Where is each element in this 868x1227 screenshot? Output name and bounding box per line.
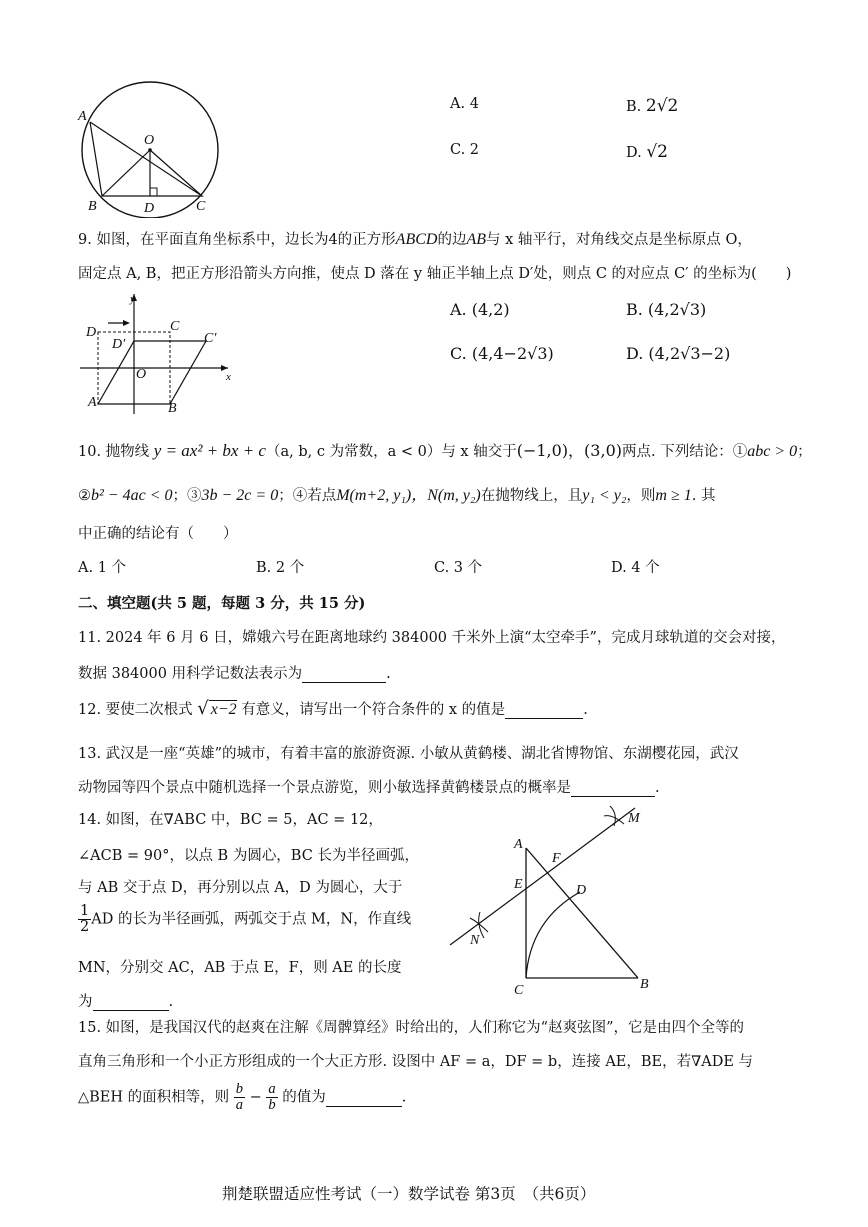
q9-label-c: C — [170, 319, 180, 334]
q14-label-d: D — [576, 883, 587, 898]
page-footer: 荆楚联盟适应性考试（一）数学试卷 第3页 （共6页） — [222, 1185, 596, 1203]
q10-option-d[interactable]: D. 4 个 — [611, 560, 660, 576]
q15-answer-blank[interactable] — [326, 1090, 402, 1107]
q13-answer-blank[interactable] — [571, 780, 655, 797]
q9-option-c[interactable]: C. (4,4−2√3) — [450, 344, 554, 363]
q8-option-d[interactable]: D. √2 — [626, 142, 668, 162]
q13-line-2: 动物园等四个景点中随机选择一个景点游览，则小敏选择黄鹤楼景点的概率是 . — [78, 780, 660, 796]
q9-label-o: O — [136, 367, 147, 382]
q9-line-2: 固定点 A, B，把正方形沿箭头方向推，使点 D 落在 y 轴正半轴上点 D′处，则点 C 的对应点 C′ 的坐标为( ) — [78, 266, 792, 282]
q8-circle-figure — [74, 78, 226, 218]
q9-label-d-prime: D′ — [112, 337, 126, 352]
q14-label-f: F — [552, 851, 561, 866]
q9-option-b[interactable]: B. (4,2√3) — [626, 300, 707, 319]
q10-line-2: ②b² − 4ac < 0；③3b − 2c = 0；④若点M(m+2, y₁)，N(m, y₂)在抛物线上，且y₁ < y₂，则m ≥ 1. 其 — [78, 487, 716, 504]
q10-option-a[interactable]: A. 1 个 — [78, 560, 127, 576]
q9-axis-x: x — [226, 371, 231, 383]
q15-line-3: △BEH 的面积相等，则 $\frac{b}{a}$ − $\frac{a}{b}$ 的值为 . — [78, 1081, 407, 1114]
q9-option-a[interactable]: A. (4,2) — [450, 300, 510, 319]
q14-line-4: $\frac{1}{2}$ AD 的长为半径画弧，两弧交于点 M，N，作直线 — [80, 903, 412, 936]
q14-line-3: 与 AB 交于点 D，再分别以点 A，D 为圆心，大于 — [78, 880, 403, 896]
q9-label-d: D — [86, 325, 97, 340]
q14-label-m: M — [628, 811, 640, 826]
q8-option-b[interactable]: B. 2√2 — [626, 96, 679, 116]
q14-label-e: E — [514, 877, 523, 892]
q14-label-c: C — [514, 983, 524, 998]
q13-line-1: 13. 武汉是一座“英雄”的城市，有着丰富的旅游资源. 小敏从黄鹤楼、湖北省博物馆、东湖樱花园，武汉 — [78, 746, 739, 762]
q14-fraction: $\frac{1}{2}$ — [80, 903, 90, 936]
q9-axis-y: y — [130, 293, 135, 305]
q14-label-a: A — [514, 837, 523, 852]
q12-answer-blank[interactable] — [505, 702, 583, 719]
q11-line-1: 11. 2024 年 6 月 6 日，嫦娥六号在距离地球约 384000 千米外上演“太空牵手”，完成月球轨道的交会对接， — [78, 630, 786, 646]
q14-line-5: MN，分别交 AC，AB 于点 E，F，则 AE 的长度 — [78, 960, 402, 976]
q15-fraction-b-over-a: $\frac{b}{a}$ — [235, 1081, 244, 1114]
q14-triangle-figure — [440, 800, 660, 1000]
q9-label-a: A — [88, 395, 97, 410]
q14-line-1: 14. 如图，在∇ABC 中，BC = 5，AC = 12， — [78, 812, 383, 828]
q11-answer-blank[interactable] — [302, 666, 386, 683]
q9-label-c-prime: C′ — [204, 331, 217, 346]
q14-label-n: N — [470, 933, 480, 948]
q10-option-c[interactable]: C. 3 个 — [434, 560, 483, 576]
q14-line-6: 为 . — [78, 994, 174, 1010]
q10-line-1: 10. 抛物线 y = ax² + bx + c（a, b, c 为常数，a < 0）与 x 轴交于(−1,0)，(3,0)两点. 下列结论：①abc > 0； — [78, 441, 812, 460]
q8-option-c[interactable]: C. 2 — [450, 142, 480, 158]
q9-parallelogram-figure — [78, 290, 238, 415]
q15-line-1: 15. 如图，是我国汉代的赵爽在注解《周髀算经》时给出的，人们称它为“赵爽弦图”，它是由四个全等的 — [78, 1020, 744, 1036]
q9-line-1: 9. 如图，在平面直角坐标系中，边长为4的正方形ABCD的边AB与 x 轴平行，对角线交点是坐标原点 O， — [78, 231, 752, 248]
q11-line-2: 数据 384000 用科学记数法表示为 . — [78, 666, 391, 682]
q8-label-o: O — [144, 133, 155, 148]
q9-label-b: B — [168, 401, 177, 415]
q15-line-2: 直角三角形和一个小正方形组成的一个大正方形. 设图中 AF = a，DF = b，连接 AE，BE，若∇ADE 与 — [78, 1054, 754, 1070]
section-2-heading: 二、填空题(共 5 题，每题 3 分，共 15 分) — [78, 595, 366, 612]
q8-option-a[interactable]: A. 4 — [450, 96, 479, 112]
q9-option-d[interactable]: D. (4,2√3−2) — [626, 344, 731, 363]
q10-line-3: 中正确的结论有（ ） — [78, 526, 238, 542]
q15-fraction-a-over-b: $\frac{a}{b}$ — [268, 1081, 276, 1114]
q12-line: 12. 要使二次根式 √ x−2 有意义，请写出一个符合条件的 x 的值是 . — [78, 698, 588, 719]
q8-label-d: D — [144, 201, 155, 216]
q10-option-b[interactable]: B. 2 个 — [256, 560, 305, 576]
q14-line-2: ∠ACB = 90°，以点 B 为圆心，BC 长为半径画弧， — [78, 848, 419, 864]
q14-label-b: B — [640, 977, 649, 992]
q8-label-b: B — [88, 199, 97, 214]
q8-label-c: C — [196, 199, 206, 214]
q8-label-a: A — [78, 109, 87, 124]
q14-answer-blank[interactable] — [93, 994, 169, 1011]
